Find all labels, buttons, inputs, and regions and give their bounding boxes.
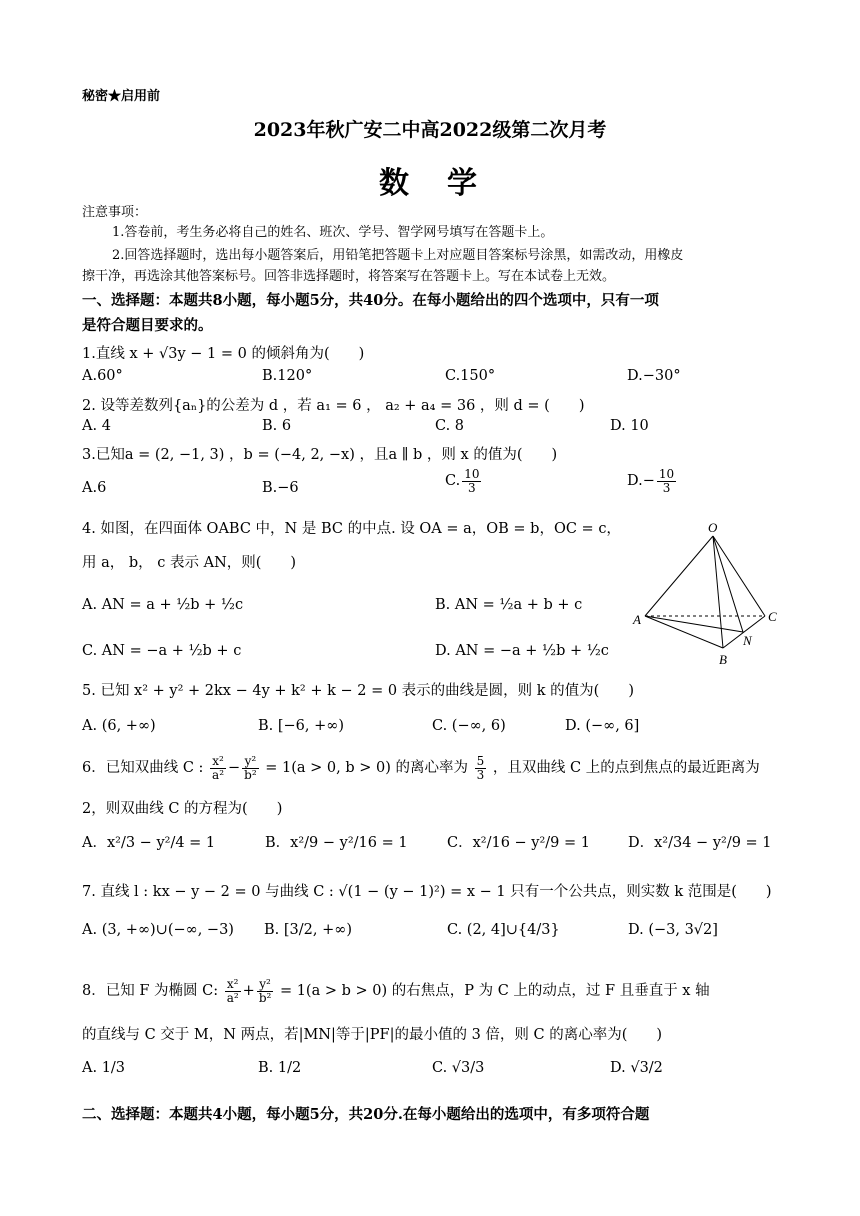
q4-option-c: C. AN = −a + ½b + c <box>82 643 242 659</box>
q3-option-a: A.6 <box>82 480 107 496</box>
label-o: O <box>708 520 718 535</box>
q3-option-d-label: D.− <box>627 473 655 490</box>
q3-option-c-den: 3 <box>468 480 476 495</box>
q6-stem-line2: 2，则双曲线 C 的方程为( ) <box>82 801 283 817</box>
edge-oa <box>645 536 713 616</box>
q4-option-a: A. AN = a + ½b + ½c <box>82 597 244 613</box>
q8-stem-part-b: = 1(a > b > 0) 的右焦点，P 为 C 上的动点，过 F 且垂直于 x 轴 <box>279 983 710 1000</box>
q6-option-d: D．x²/34 − y²/9 = 1 <box>628 835 772 851</box>
q6-stem-part-b: = 1(a > 0, b > 0) 的离心率为 <box>265 760 469 777</box>
q8-option-d: D. √3/2 <box>610 1060 663 1076</box>
q2-option-b: B. 6 <box>262 418 292 434</box>
q1-option-d: D.−30° <box>627 368 681 384</box>
q7-option-a: A. (3, +∞)∪(−∞, −3) <box>82 922 234 938</box>
q4-option-d: D. AN = −a + ½b + ½c <box>435 643 609 659</box>
section1-heading-line2: 是符合题目要求的。 <box>82 317 213 334</box>
subject-title: 数 学 <box>379 166 481 201</box>
q3-stem <box>82 443 557 464</box>
q3-option-d-den: 3 <box>662 480 671 495</box>
label-a: A <box>633 612 641 627</box>
q2-stem: 2. 设等差数列{aₙ}的公差为 d ，若 a₁ = 6 ， a₂ + a₄ = 36 ，则 d = ( ) <box>82 398 585 414</box>
q3-option-d <box>627 468 678 494</box>
q2-option-a: A. 4 <box>82 418 111 434</box>
q6-stem-part-a: 6．已知双曲线 C : <box>82 760 204 777</box>
notes-item-1: 1.答卷前，考生务必将自己的姓名、班次、学号、智学网号填写在答题卡上。 <box>112 225 554 240</box>
q7-stem: 7. 直线 l : kx − y − 2 = 0 与曲线 C : √(1 − (y − 1)²) = x − 1 只有一个公共点，则实数 k 范围是( ) <box>82 884 772 900</box>
q2-option-c: C. 8 <box>435 418 465 434</box>
label-c: C <box>768 609 777 624</box>
q5-option-d: D. (−∞, 6] <box>565 718 640 734</box>
q6-option-b: B．x²/9 − y²/16 = 1 <box>265 835 408 851</box>
exam-title: 2023年秋广安二中高2022级第二次月考 <box>253 119 607 141</box>
q7-option-b: B. [3/2, +∞) <box>264 922 352 938</box>
q1-stem: 1.直线 x + √3y − 1 = 0 的倾斜角为( ) <box>82 346 365 362</box>
q5-option-c: C. (−∞, 6) <box>432 718 506 734</box>
q6-stem-line1: 6．已知双曲线 C : $\frac{\text{x²}}{\text{a²}}$ − $\frac{\text{y²}}{\text{b²}}$ = 1(a > 0, b > 0) 的离心率为 $\frac{5}{3}$ ，且双曲线 C 上的点到焦点的最近距离为 <box>82 754 760 782</box>
q8-stem-line1: 8．已知 F 为椭圆 C: $\frac{\text{x²}}{\text{a²}}$ + $\frac{\text{y²}}{\text{b²}}$ = 1(a > b > 0) 的右焦点，P 为 C 上的动点，过 F 且垂直于 x 轴 <box>82 977 710 1005</box>
q1-option-c: C.150° <box>445 368 496 384</box>
edge-an <box>645 616 743 632</box>
section2-heading-line1: 二、选择题：本题共4小题，每小题5分，共20分.在每小题给出的选项中，有多项符合题 <box>82 1106 650 1123</box>
q3-option-c <box>445 468 483 494</box>
q4-option-b: B. AN = ½a + b + c <box>435 597 583 613</box>
edge-ab <box>645 616 723 648</box>
q5-option-a: A. (6, +∞) <box>82 718 156 734</box>
q8-option-a: A. 1/3 <box>82 1060 126 1076</box>
q3-option-d-num: 10 <box>658 467 675 481</box>
q2-option-d: D. 10 <box>610 418 649 434</box>
tetrahedron-figure <box>615 520 790 670</box>
label-n: N <box>743 633 752 648</box>
q3-option-c-num: 10 <box>464 467 480 481</box>
q3-option-b: B.−6 <box>262 480 299 496</box>
q3-stem-part-a: 3.已知 <box>82 447 125 463</box>
q3-vector-b: b = (−4, 2, −x) ，且 <box>243 447 389 463</box>
edge-oc <box>713 536 765 616</box>
notes-title: 注意事项： <box>82 205 148 220</box>
q7-option-c: C. (2, 4]∪{4/3} <box>447 922 560 938</box>
q7-option-d: D. (−3, 3√2] <box>628 922 718 938</box>
q3-option-c-label: C. <box>445 473 461 490</box>
q8-stem-part-a: 8．已知 F 为椭圆 C: <box>82 983 219 1000</box>
q3-vector-a: a = (2, −1, 3) ， <box>124 447 244 463</box>
q6-option-c: C．x²/16 − y²/9 = 1 <box>447 835 590 851</box>
q8-option-c: C. √3/3 <box>432 1060 485 1076</box>
q5-option-b: B. [−6, +∞) <box>258 718 345 734</box>
q3-parallel: a ∥ b ，则 x 的值为( ) <box>388 447 558 463</box>
q1-option-a: A.60° <box>82 368 123 384</box>
q6-option-a: A．x²/3 − y²/4 = 1 <box>82 835 216 851</box>
secret-label: 秘密★启用前 <box>82 89 161 104</box>
label-b: B <box>719 652 727 667</box>
q8-stem-line2: 的直线与 C 交于 M，N 两点，若|MN|等于|PF|的最小值的 3 倍，则 C 的离心率为( ) <box>82 1027 663 1043</box>
section1-heading-line1: 一、选择题：本题共8小题，每小题5分，共40分。在每小题给出的四个选项中，只有一项 <box>82 292 659 309</box>
q5-stem: 5. 已知 x² + y² + 2kx − 4y + k² + k − 2 = 0 表示的曲线是圆，则 k 的值为( ) <box>82 683 634 699</box>
q1-option-b: B.120° <box>262 368 313 384</box>
q8-option-b: B. 1/2 <box>258 1060 302 1076</box>
notes-item-2a: 2.回答选择题时，选出每小题答案后，用铅笔把答题卡上对应题目答案标号涂黑，如需改动，用橡皮 <box>112 248 684 263</box>
q6-stem-part-c: ，且双曲线 C 上的点到焦点的最近距离为 <box>492 760 760 777</box>
q4-stem-line1: 4. 如图，在四面体 OABC 中，N 是 BC 的中点. 设 OA = a，OB = b，OC = c， <box>82 521 621 537</box>
notes-item-2b: 擦干净，再选涂其他答案标号。回答非选择题时，将答案写在答题卡上。写在本试卷上无效。 <box>82 269 616 284</box>
q4-stem-line2: 用 a， b， c 表示 AN，则( ) <box>82 555 297 571</box>
